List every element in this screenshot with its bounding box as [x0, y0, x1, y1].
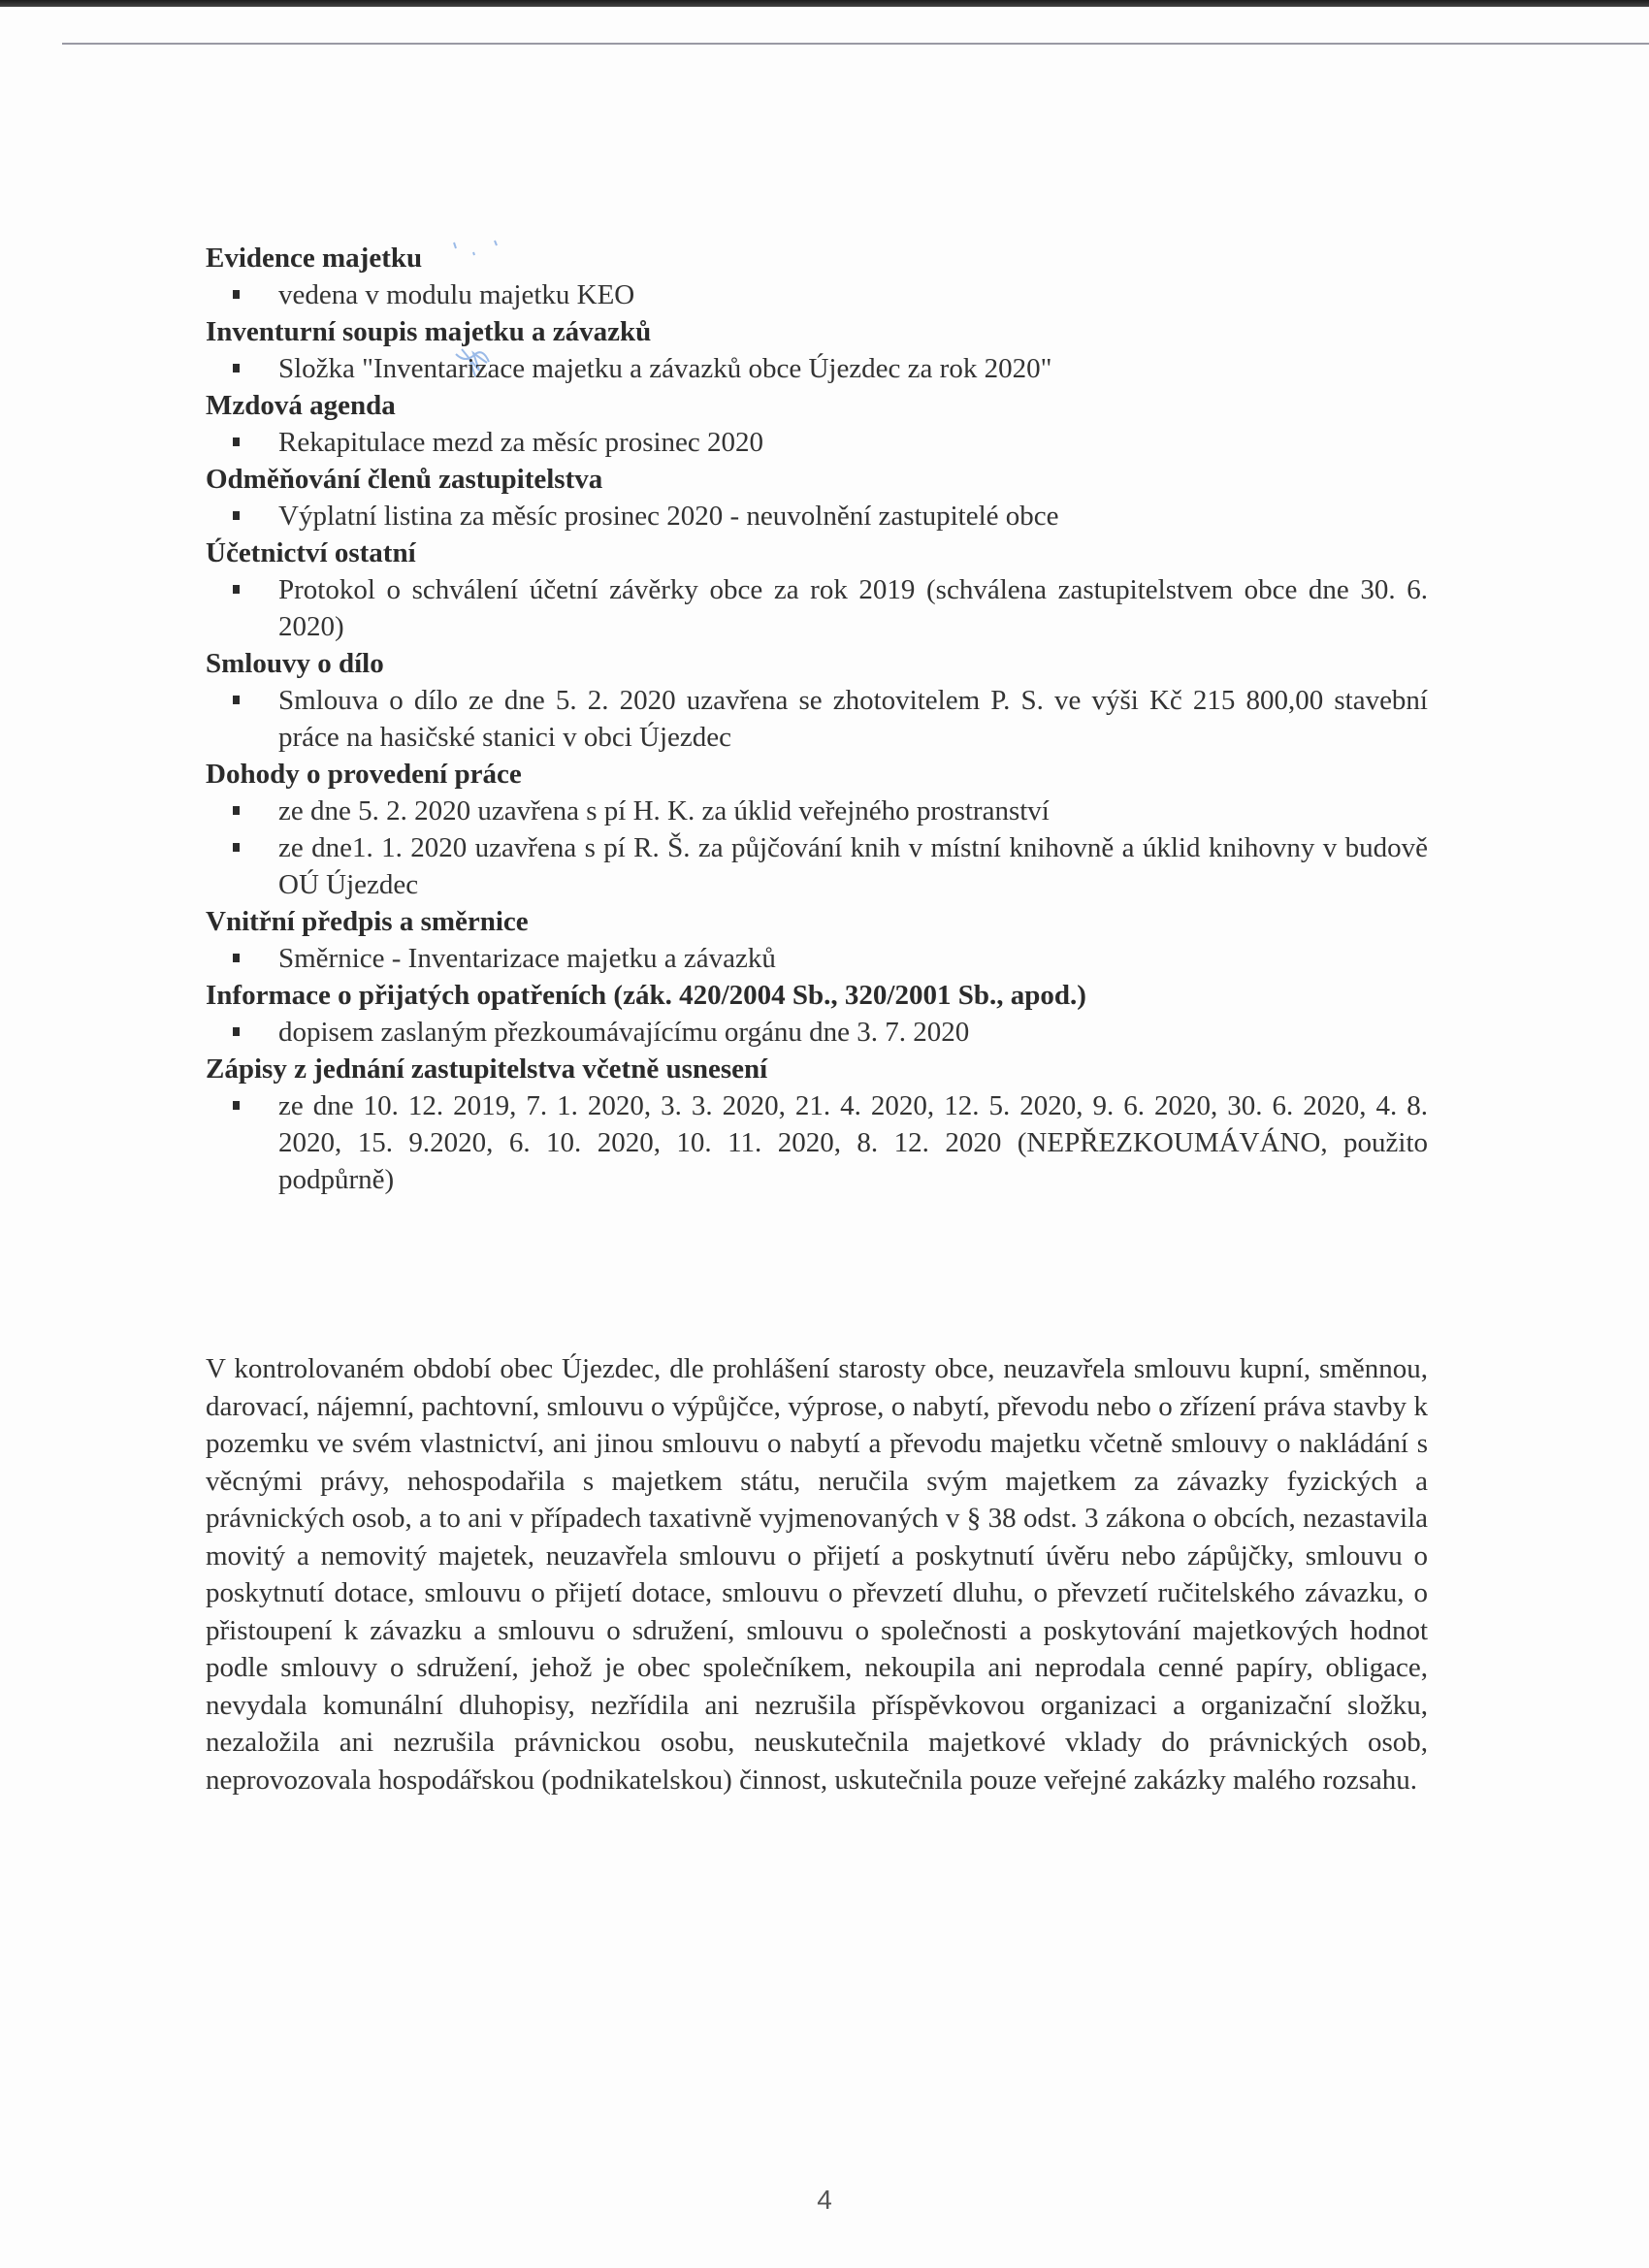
section-heading: Inventurní soupis majetku a závazků — [206, 316, 652, 347]
document-body — [206, 240, 1428, 1198]
list-item — [206, 940, 1428, 977]
list-item-text: Smlouva o dílo ze dne 5. 2. 2020 uzavřena se zhotovitelem P. S. ve výši Kč 215 800,00 stavební práce na hasičské stanici v obci Újezdec — [278, 685, 1428, 753]
section-item-list — [206, 793, 1428, 903]
section-item-list — [206, 571, 1428, 645]
section-heading: Informace o přijatých opatřeních (zák. 420/2004 Sb., 320/2001 Sb., apod.) — [206, 980, 1086, 1011]
section-heading: Evidence majetku — [206, 243, 423, 274]
list-item — [206, 793, 1428, 829]
list-item-text: dopisem zaslaným přezkoumávajícímu orgánu dne 3. 7. 2020 — [278, 1017, 970, 1048]
list-item — [206, 829, 1428, 903]
list-item — [206, 682, 1428, 756]
section-item-list — [206, 276, 1428, 313]
list-item-text: ze dne1. 1. 2020 uzavřena s pí R. Š. za půjčování knih v místní knihovně a úklid knihovny v budově OÚ Újezdec — [278, 832, 1428, 900]
section-heading: Účetnictví ostatní — [206, 537, 416, 568]
list-item — [206, 1087, 1428, 1198]
list-item — [206, 571, 1428, 645]
section-heading: Mzdová agenda — [206, 390, 396, 421]
section-item-list — [206, 498, 1428, 535]
header-rule — [62, 43, 1649, 45]
list-item — [206, 350, 1428, 387]
list-item-text: Složka "Inventarizace majetku a závazků obce Újezdec za rok 2020" — [278, 353, 1052, 384]
square-bullet-icon — [233, 806, 240, 815]
square-bullet-icon — [233, 437, 240, 446]
square-bullet-icon — [233, 290, 240, 299]
list-item — [206, 424, 1428, 461]
section-heading: Dohody o provedení práce — [206, 759, 522, 790]
section-item-list — [206, 1087, 1428, 1198]
square-bullet-icon — [233, 1027, 240, 1036]
square-bullet-icon — [233, 364, 240, 373]
statement-paragraph: V kontrolovaném období obec Újezdec, dle prohlášení starosty obce, neuzavřela smlouvu kupní, směnnou, darovací, nájemní, pachtovní, smlouvu o výpůjčce, výprose, o nabytí, převodu nebo o zřízení práva stavby k pozemku ve svém vlastnictví, ani jinou smlouvu o nabytí a převodu majetku včetně smlouvy o nakládání s věcnými právy, nehospodařila s majetkem státu, neručila svým majetkem za závazky fyzických a právnických osob, a to ani v případech taxativně vyjmenovaných v § 38 odst. 3 zákona o obcích, nezastavila movitý a nemovitý majetek, neuzavřela smlouvu o přijetí a poskytnutí úvěru nebo zápůjčky, smlouvu o poskytnutí dotace, smlouvu o přijetí dotace, smlouvu o převzetí dluhu, o převzetí ručitelského závazku, o přistoupení k závazku a smlouvu o sdružení, smlouvu o společnosti a poskytování majetkových hodnot podle smlouvy o sdružení, jehož je obec společníkem, nekoupila ani neprodala cenné papíry, obligace, nevydala komunální dluhopisy, nezřídila ani nezrušila příspěvkovou organizaci a organizační složku, nezaložila ani nezrušila právnickou osobu, neuskutečnila majetkové vklady do právnických osob, neprovozovala hospodářskou (podnikatelskou) činnost, uskutečnila pouze veřejné zakázky malého rozsahu. — [206, 1353, 1428, 1796]
list-item-text: ze dne 10. 12. 2019, 7. 1. 2020, 3. 3. 2020, 21. 4. 2020, 12. 5. 2020, 9. 6. 2020, 30. 6. 2020, 4. 8. 2020, 15. 9.2020, 6. 10. 2020, 10. 11. 2020, 8. 12. 2020 (NEPŘEZKOUMÁVÁNO, použito podpůrně) — [278, 1090, 1428, 1195]
page-number: 4 — [817, 2185, 832, 2215]
square-bullet-icon — [233, 954, 240, 962]
section-item-list — [206, 424, 1428, 461]
section-heading: Odměňování členů zastupitelstva — [206, 464, 603, 495]
list-item-text: Výplatní listina za měsíc prosinec 2020 - neuvolnění zastupitelé obce — [278, 501, 1059, 532]
square-bullet-icon — [233, 843, 240, 852]
list-item-text: ze dne 5. 2. 2020 uzavřena s pí H. K. za úklid veřejného prostranství — [278, 795, 1050, 826]
section-heading: Vnitřní předpis a směrnice — [206, 906, 529, 937]
section-heading: Smlouvy o dílo — [206, 648, 384, 679]
list-item-text: vedena v modulu majetku KEO — [278, 279, 635, 310]
section-heading: Zápisy z jednání zastupitelstva včetně usnesení — [206, 1053, 768, 1085]
square-bullet-icon — [233, 1101, 240, 1110]
list-item — [206, 1014, 1428, 1051]
scan-edge — [0, 0, 1649, 7]
list-item — [206, 276, 1428, 313]
list-item — [206, 498, 1428, 535]
section-item-list — [206, 940, 1428, 977]
section-item-list — [206, 350, 1428, 387]
square-bullet-icon — [233, 511, 240, 520]
square-bullet-icon — [233, 696, 240, 704]
list-item-text: Směrnice - Inventarizace majetku a závazků — [278, 943, 776, 974]
square-bullet-icon — [233, 585, 240, 594]
section-item-list — [206, 682, 1428, 756]
list-item-text: Protokol o schválení účetní závěrky obce za rok 2019 (schválena zastupitelstvem obce dne 30. 6. 2020) — [278, 574, 1428, 642]
list-item-text: Rekapitulace mezd za měsíc prosinec 2020 — [278, 427, 764, 458]
section-item-list — [206, 1014, 1428, 1051]
